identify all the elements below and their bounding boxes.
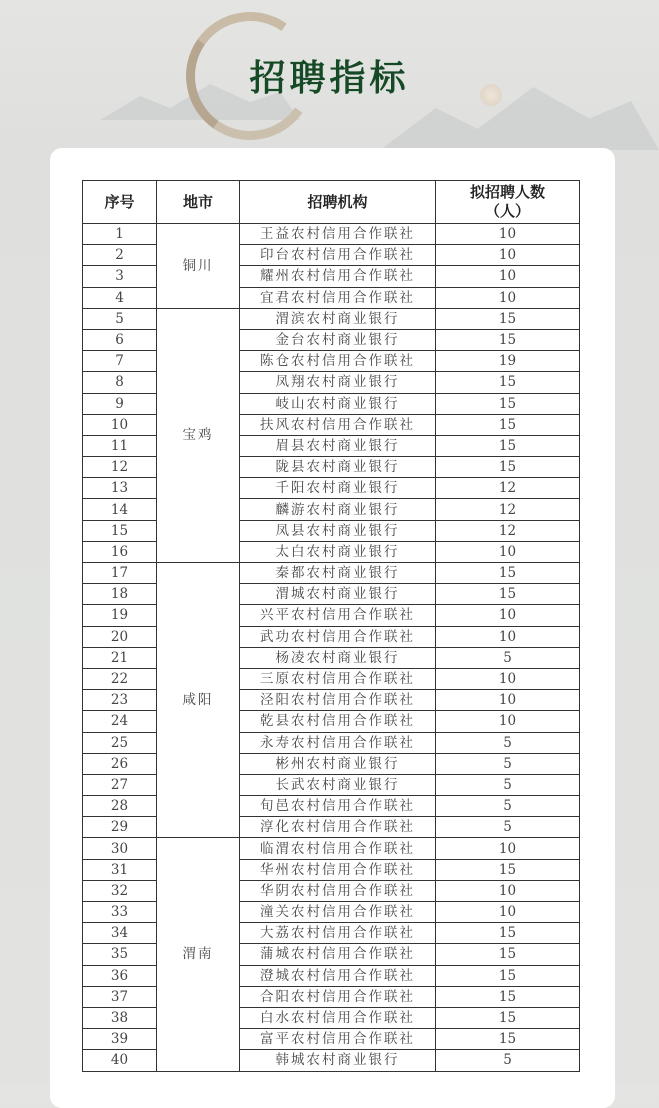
cell-count: 10 <box>436 605 580 626</box>
cell-seq: 23 <box>83 690 157 711</box>
cell-seq: 8 <box>83 372 157 393</box>
cell-seq: 33 <box>83 902 157 923</box>
cell-org: 耀州农村信用合作联社 <box>240 266 436 287</box>
cell-count: 10 <box>436 224 580 245</box>
cell-seq: 40 <box>83 1050 157 1071</box>
cell-org: 华阴农村信用合作联社 <box>240 880 436 901</box>
cell-count: 15 <box>436 1029 580 1050</box>
cell-seq: 21 <box>83 647 157 668</box>
cell-seq: 31 <box>83 859 157 880</box>
cell-seq: 3 <box>83 266 157 287</box>
cell-org: 眉县农村商业银行 <box>240 435 436 456</box>
cell-count: 10 <box>436 902 580 923</box>
cell-count: 10 <box>436 287 580 308</box>
cell-seq: 2 <box>83 245 157 266</box>
cell-org: 扶风农村信用合作联社 <box>240 414 436 435</box>
cell-city: 咸阳 <box>157 563 240 838</box>
cell-count: 10 <box>436 266 580 287</box>
cell-count: 15 <box>436 435 580 456</box>
cell-count: 15 <box>436 944 580 965</box>
cell-count: 10 <box>436 711 580 732</box>
table-row <box>83 308 580 329</box>
page-title: 招聘指标 <box>249 58 410 99</box>
cell-city: 宝鸡 <box>157 308 240 562</box>
cell-org: 麟游农村商业银行 <box>240 499 436 520</box>
cell-org: 华州农村信用合作联社 <box>240 859 436 880</box>
cell-seq: 32 <box>83 880 157 901</box>
cell-org: 千阳农村商业银行 <box>240 478 436 499</box>
cell-seq: 29 <box>83 817 157 838</box>
recruitment-table <box>82 180 580 1072</box>
cell-seq: 18 <box>83 584 157 605</box>
cell-org: 兴平农村信用合作联社 <box>240 605 436 626</box>
cell-org: 长武农村商业银行 <box>240 774 436 795</box>
cell-seq: 15 <box>83 520 157 541</box>
cell-org: 太白农村商业银行 <box>240 541 436 562</box>
cell-org: 秦都农村商业银行 <box>240 563 436 584</box>
cell-seq: 11 <box>83 435 157 456</box>
table-row <box>83 838 580 859</box>
cell-count: 5 <box>436 732 580 753</box>
cell-seq: 1 <box>83 224 157 245</box>
cell-count: 15 <box>436 859 580 880</box>
cell-count: 19 <box>436 351 580 372</box>
table-row <box>83 224 580 245</box>
cell-count: 15 <box>436 308 580 329</box>
cell-org: 王益农村信用合作联社 <box>240 224 436 245</box>
cell-seq: 22 <box>83 668 157 689</box>
cell-city: 渭南 <box>157 838 240 1071</box>
cell-count: 5 <box>436 753 580 774</box>
cell-seq: 39 <box>83 1029 157 1050</box>
cell-count: 15 <box>436 965 580 986</box>
cell-count: 15 <box>436 457 580 478</box>
cell-seq: 27 <box>83 774 157 795</box>
cell-org: 淳化农村信用合作联社 <box>240 817 436 838</box>
cell-count: 15 <box>436 1007 580 1028</box>
cell-org: 凤翔农村商业银行 <box>240 372 436 393</box>
cell-org: 韩城农村商业银行 <box>240 1050 436 1071</box>
cell-seq: 10 <box>83 414 157 435</box>
cell-seq: 12 <box>83 457 157 478</box>
cell-seq: 38 <box>83 1007 157 1028</box>
header-banner <box>0 0 659 160</box>
cell-count: 15 <box>436 563 580 584</box>
cell-org: 永寿农村信用合作联社 <box>240 732 436 753</box>
cell-seq: 9 <box>83 393 157 414</box>
cell-count: 15 <box>436 393 580 414</box>
cell-seq: 6 <box>83 329 157 350</box>
header-seq: 序号 <box>83 181 157 224</box>
cell-org: 大荔农村信用合作联社 <box>240 923 436 944</box>
cell-org: 渭滨农村商业银行 <box>240 308 436 329</box>
cell-org: 泾阳农村信用合作联社 <box>240 690 436 711</box>
cell-seq: 25 <box>83 732 157 753</box>
cell-count: 10 <box>436 245 580 266</box>
cell-org: 澄城农村信用合作联社 <box>240 965 436 986</box>
cell-seq: 13 <box>83 478 157 499</box>
cell-count: 15 <box>436 584 580 605</box>
cell-org: 杨凌农村商业银行 <box>240 647 436 668</box>
cell-count: 5 <box>436 774 580 795</box>
cell-seq: 20 <box>83 626 157 647</box>
cell-org: 渭城农村商业银行 <box>240 584 436 605</box>
cell-count: 15 <box>436 372 580 393</box>
cell-org: 三原农村信用合作联社 <box>240 668 436 689</box>
cell-org: 合阳农村信用合作联社 <box>240 986 436 1007</box>
cell-seq: 17 <box>83 563 157 584</box>
cell-seq: 7 <box>83 351 157 372</box>
cell-org: 陇县农村商业银行 <box>240 457 436 478</box>
cell-org: 乾县农村信用合作联社 <box>240 711 436 732</box>
cell-count: 12 <box>436 520 580 541</box>
cell-org: 凤县农村商业银行 <box>240 520 436 541</box>
cell-seq: 35 <box>83 944 157 965</box>
cell-count: 10 <box>436 838 580 859</box>
cell-city: 铜川 <box>157 224 240 309</box>
cell-seq: 26 <box>83 753 157 774</box>
cell-org: 彬州农村商业银行 <box>240 753 436 774</box>
cell-seq: 19 <box>83 605 157 626</box>
cell-org: 陈仓农村信用合作联社 <box>240 351 436 372</box>
cell-seq: 16 <box>83 541 157 562</box>
cell-org: 蒲城农村信用合作联社 <box>240 944 436 965</box>
cell-seq: 28 <box>83 796 157 817</box>
cell-count: 15 <box>436 986 580 1007</box>
cell-seq: 24 <box>83 711 157 732</box>
cell-seq: 37 <box>83 986 157 1007</box>
cell-count: 15 <box>436 414 580 435</box>
cell-count: 5 <box>436 1050 580 1071</box>
cell-org: 印台农村信用合作联社 <box>240 245 436 266</box>
cell-count: 15 <box>436 923 580 944</box>
cell-count: 10 <box>436 626 580 647</box>
cell-count: 10 <box>436 668 580 689</box>
cell-count: 12 <box>436 478 580 499</box>
cell-count: 10 <box>436 880 580 901</box>
cell-count: 5 <box>436 817 580 838</box>
cell-count: 10 <box>436 690 580 711</box>
cell-seq: 4 <box>83 287 157 308</box>
cell-count: 10 <box>436 541 580 562</box>
cell-org: 岐山农村商业银行 <box>240 393 436 414</box>
cell-seq: 36 <box>83 965 157 986</box>
cell-count: 15 <box>436 329 580 350</box>
table-row <box>83 563 580 584</box>
cell-org: 武功农村信用合作联社 <box>240 626 436 647</box>
cell-org: 金台农村商业银行 <box>240 329 436 350</box>
cell-org: 白水农村信用合作联社 <box>240 1007 436 1028</box>
cell-count: 5 <box>436 647 580 668</box>
cell-count: 5 <box>436 796 580 817</box>
header-count: 拟招聘人数（人） <box>436 181 580 224</box>
cell-seq: 14 <box>83 499 157 520</box>
cell-org: 临渭农村信用合作联社 <box>240 838 436 859</box>
header-org: 招聘机构 <box>240 181 436 224</box>
cell-seq: 30 <box>83 838 157 859</box>
header-city: 地市 <box>157 181 240 224</box>
table-header-row <box>83 181 580 224</box>
cell-seq: 5 <box>83 308 157 329</box>
cell-count: 12 <box>436 499 580 520</box>
cell-org: 旬邑农村信用合作联社 <box>240 796 436 817</box>
cell-org: 潼关农村信用合作联社 <box>240 902 436 923</box>
cell-seq: 34 <box>83 923 157 944</box>
cell-org: 富平农村信用合作联社 <box>240 1029 436 1050</box>
cell-org: 宜君农村信用合作联社 <box>240 287 436 308</box>
